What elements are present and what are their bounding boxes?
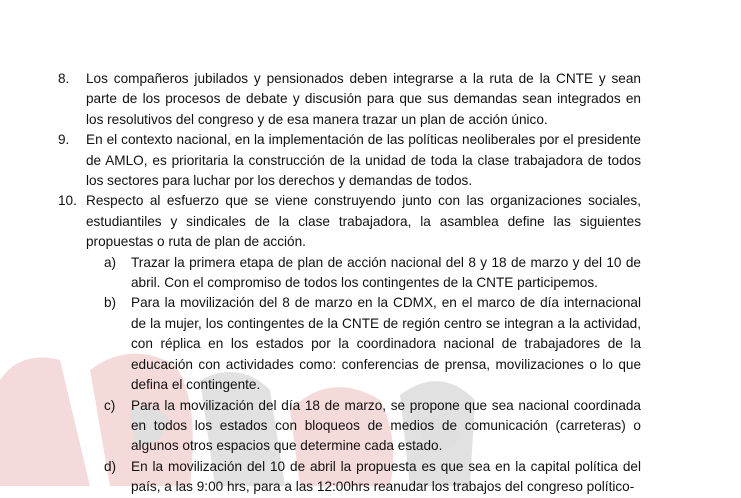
sub-item-letter: b) [104, 295, 117, 311]
sub-item-letter: c) [104, 397, 116, 413]
list-item [0, 130, 741, 191]
item-number: 9. [58, 132, 70, 148]
item-number: 10. [58, 193, 77, 209]
sub-list-item [0, 293, 741, 395]
item-text: Respecto al esfuerzo que se viene construyendo junto con las organizaciones sociales, estudiantiles y sindicales de la clase trabajadora, la asamblea define las siguientes propuestas o ruta de plan de acción. [86, 193, 641, 250]
list-item [0, 69, 741, 130]
sub-list-item [0, 253, 741, 294]
sub-item-letter: d) [104, 458, 117, 474]
sub-item-text: Trazar la primera etapa de plan de acción nacional del 8 y 18 de marzo y del 10 de abril. Con el compromiso de todos los contingentes de la CNTE participemos. [131, 254, 641, 291]
sub-list-item [0, 396, 741, 457]
numbered-list [0, 69, 741, 498]
sub-item-letter: a) [104, 254, 117, 270]
list-item [0, 191, 741, 252]
item-text: En el contexto nacional, en la implementación de las políticas neoliberales por el presidente de AMLO, es prioritaria la construcción de la unidad de toda la clase trabajadora de todos los sectores para luchar por los derechos y demandas de todos. [86, 132, 641, 189]
sub-item-text: En la movilización del 10 de abril la propuesta es que sea en la capital política del país, a las 9:00 hrs, para a las 12:00hrs reanudar los trabajos del congreso político- [131, 458, 641, 495]
sub-item-text: Para la movilización del 8 de marzo en la CDMX, en el marco de día internacional de la mujer, los contingentes de la CNTE de región centro se integran a la actividad, con réplica en los estados por la coordinadora nacional de trabajadores de la educación con actividades como: conferencias de prensa, movilizaciones o lo que defina el contingente. [131, 295, 641, 393]
sub-list-item [0, 457, 741, 498]
item-number: 8. [58, 71, 70, 86]
sub-item-text: Para la movilización del día 18 de marzo, se propone que sea nacional coordinada en todos los estados con bloqueos de medios de comunicación (carreteras) o algunos otros espacios que determine cada estado. [131, 397, 641, 454]
item-text: Los compañeros jubilados y pensionados deben integrarse a la ruta de la CNTE y sean parte de los procesos de debate y discusión para que sus demandas sean integrados en los resolutivos del congreso y de esa manera trazar un plan de acción único. [86, 71, 641, 127]
